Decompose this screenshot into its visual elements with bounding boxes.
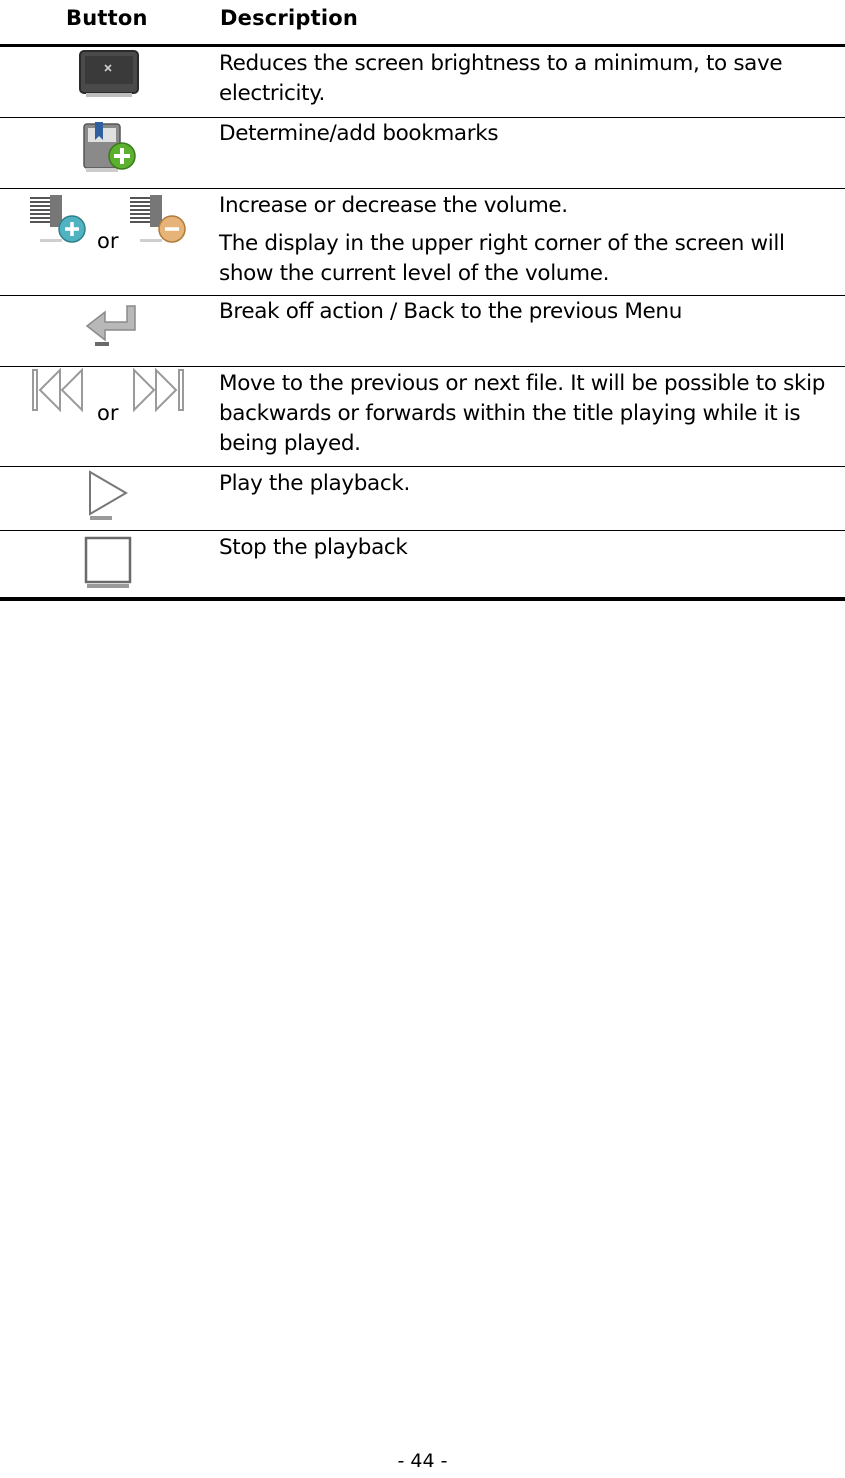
description-text: Move to the previous or next file. It will be possible to skip backwards or forwards within the title playing while it is being played.	[219, 371, 825, 456]
button-cell	[0, 47, 215, 117]
volume-up-icon	[28, 193, 90, 247]
description-text: Stop the playback	[219, 535, 408, 560]
table-row	[0, 296, 845, 367]
button-cell	[0, 296, 215, 366]
button-cell	[0, 118, 215, 188]
table-row	[0, 47, 845, 118]
volume-down-icon	[128, 193, 190, 247]
description-text: Increase or decrease the volume.	[219, 193, 568, 218]
button-column-header: Button	[66, 6, 148, 30]
next-file-icon	[130, 367, 188, 415]
button-cell	[0, 189, 215, 295]
screen-off-icon	[78, 49, 140, 99]
or-label: or	[97, 401, 119, 425]
description-cell	[219, 119, 834, 149]
description-column-header: Description	[220, 6, 359, 30]
button-cell	[0, 467, 215, 530]
description-text: Break off action / Back to the previous Menu	[219, 299, 682, 324]
table-row	[0, 467, 845, 531]
button-cell	[0, 531, 215, 597]
previous-file-icon	[30, 367, 88, 415]
description-cell	[219, 49, 834, 109]
add-bookmark-icon	[82, 120, 142, 176]
description-cell	[219, 533, 834, 563]
page-number: - 44 -	[397, 1450, 448, 1472]
back-return-icon	[83, 304, 139, 350]
description-cell	[219, 191, 834, 289]
stop-icon	[83, 535, 135, 591]
play-icon	[86, 469, 132, 523]
description-cell	[219, 469, 834, 499]
button-cell	[0, 367, 215, 466]
table-header	[0, 0, 845, 47]
description-text: The display in the upper right corner of the screen will show the current level of the volume.	[219, 231, 785, 286]
table-row	[0, 189, 845, 296]
table-row	[0, 118, 845, 189]
description-text: Reduces the screen brightness to a minimum, to save electricity.	[219, 51, 783, 106]
description-text: Play the playback.	[219, 471, 410, 496]
or-label: or	[97, 229, 119, 253]
table-row	[0, 367, 845, 467]
description-cell	[219, 369, 834, 459]
table-row	[0, 531, 845, 601]
description-text: Determine/add bookmarks	[219, 121, 499, 146]
description-cell	[219, 297, 834, 327]
